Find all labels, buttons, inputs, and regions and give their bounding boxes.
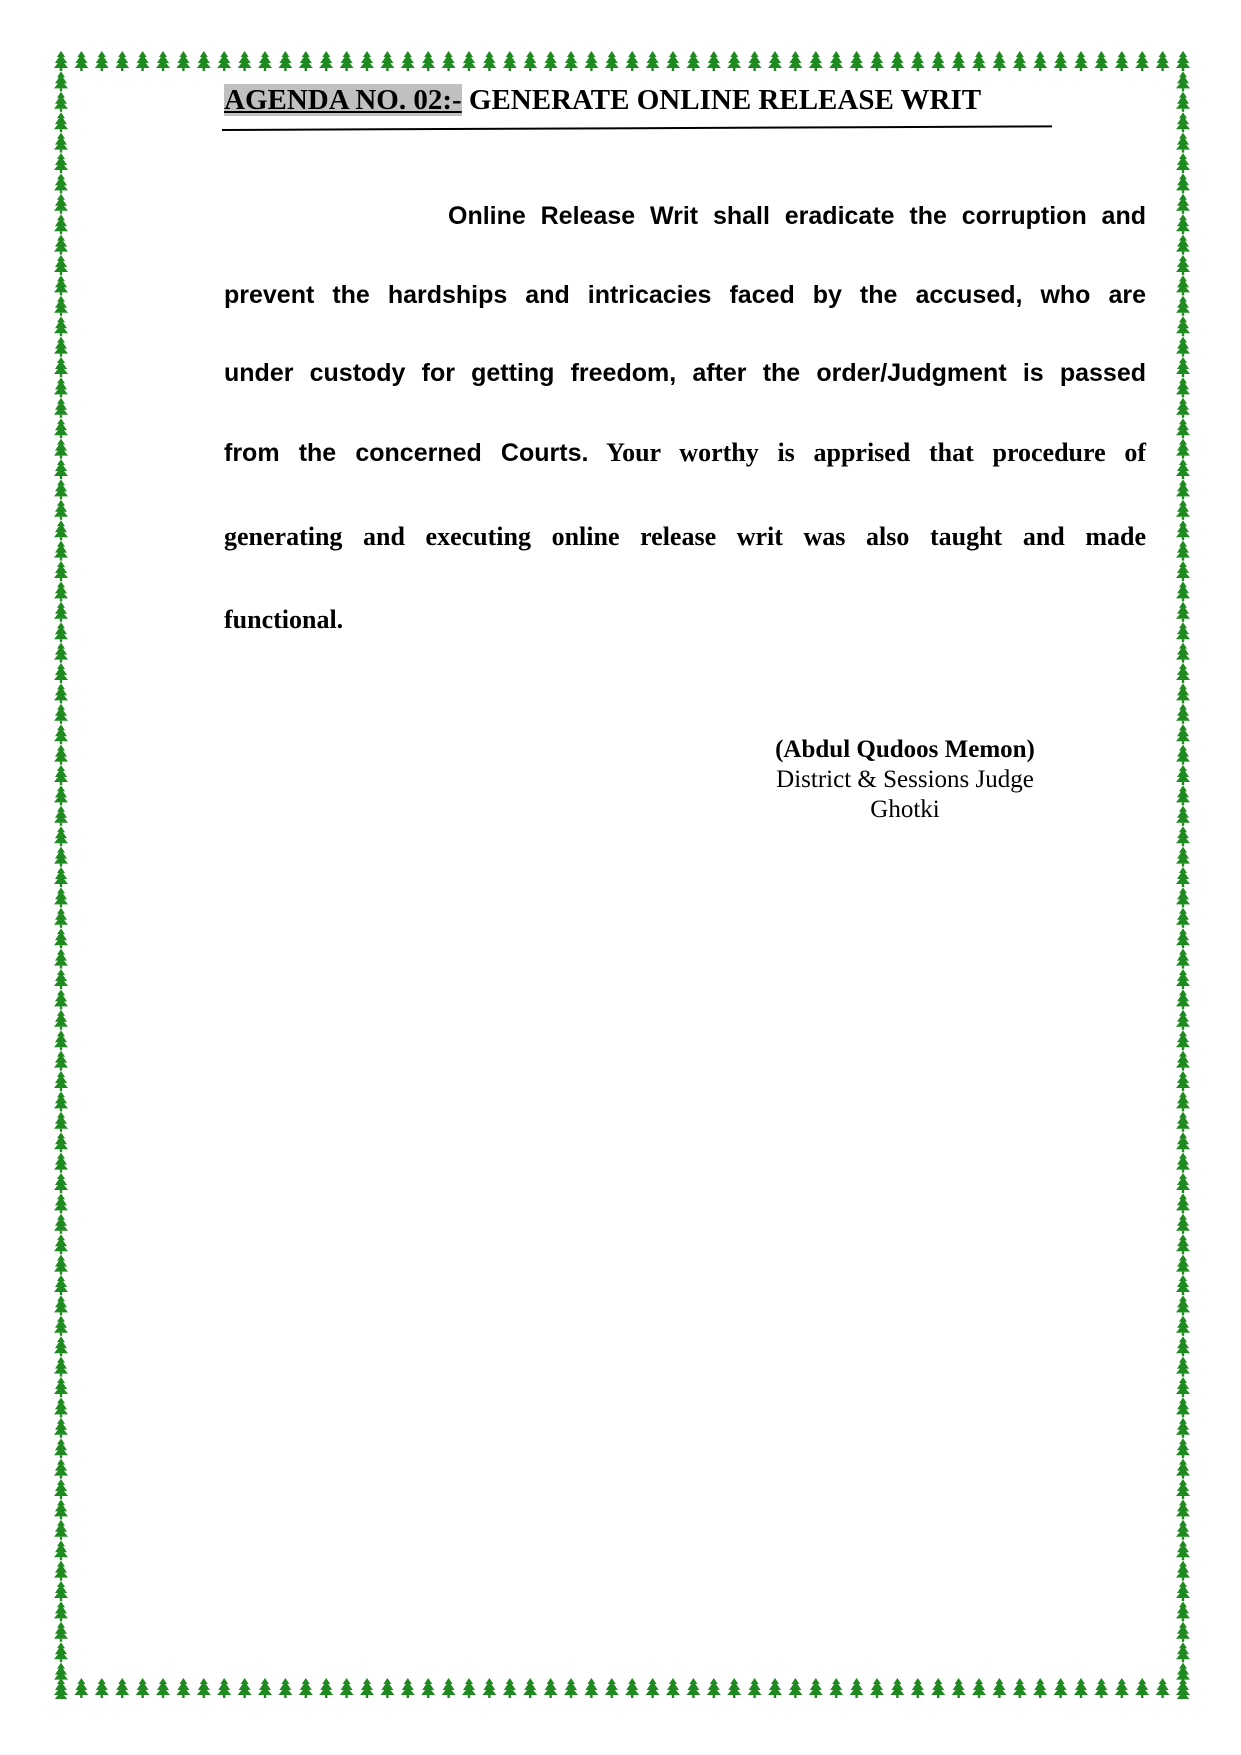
tree-icon xyxy=(1176,928,1190,948)
tree-icon xyxy=(1176,989,1190,1009)
tree-icon xyxy=(54,1438,68,1458)
tree-icon xyxy=(931,51,945,71)
tree-icon xyxy=(1176,1499,1190,1519)
tree-icon xyxy=(54,1214,68,1234)
tree-icon xyxy=(1176,969,1190,989)
tree-icon xyxy=(54,1520,68,1540)
tree-icon xyxy=(115,1678,129,1698)
tree-icon xyxy=(1135,1678,1149,1698)
tree-icon xyxy=(54,133,68,153)
tree-icon xyxy=(54,581,68,601)
tree-icon xyxy=(54,1479,68,1499)
tree-icon xyxy=(625,51,639,71)
tree-icon xyxy=(1176,92,1190,112)
tree-icon xyxy=(462,51,476,71)
tree-icon xyxy=(1176,602,1190,622)
tree-icon xyxy=(564,1678,578,1698)
tree-icon xyxy=(1176,806,1190,826)
tree-icon xyxy=(625,1678,639,1698)
tree-icon xyxy=(1176,581,1190,601)
tree-icon xyxy=(1176,1132,1190,1152)
tree-icon xyxy=(1176,1459,1190,1479)
tree-icon xyxy=(54,1091,68,1111)
tree-icon xyxy=(482,1678,496,1698)
tree-icon xyxy=(1013,1678,1027,1698)
tree-icon xyxy=(54,1418,68,1438)
tree-icon xyxy=(1013,51,1027,71)
tree-icon xyxy=(54,663,68,683)
tree-icon xyxy=(380,51,394,71)
tree-icon xyxy=(54,969,68,989)
tree-icon xyxy=(238,1678,252,1698)
tree-icon xyxy=(1176,643,1190,663)
tree-icon xyxy=(54,867,68,887)
tree-icon xyxy=(54,1540,68,1560)
tree-icon xyxy=(360,51,374,71)
tree-icon xyxy=(217,1678,231,1698)
tree-icon xyxy=(319,51,333,71)
tree-icon xyxy=(1176,173,1190,193)
body-line-6: functional. xyxy=(224,605,344,634)
tree-icon xyxy=(1176,235,1190,255)
tree-icon xyxy=(1156,1678,1170,1698)
tree-icon xyxy=(707,1678,721,1698)
tree-icon xyxy=(1176,949,1190,969)
tree-icon xyxy=(972,51,986,71)
tree-icon xyxy=(176,1678,190,1698)
tree-icon xyxy=(54,398,68,418)
tree-icon xyxy=(1074,51,1088,71)
tree-icon xyxy=(54,622,68,642)
tree-icon xyxy=(421,51,435,71)
tree-icon xyxy=(54,357,68,377)
agenda-title: GENERATE ONLINE RELEASE WRIT xyxy=(461,84,982,116)
tree-icon xyxy=(482,51,496,71)
tree-icon xyxy=(809,1678,823,1698)
tree-icon xyxy=(1176,1683,1190,1699)
tree-icon xyxy=(54,806,68,826)
tree-icon xyxy=(401,1678,415,1698)
tree-icon xyxy=(238,51,252,71)
tree-icon xyxy=(1176,1540,1190,1560)
tree-icon xyxy=(95,51,109,71)
tree-icon xyxy=(54,643,68,663)
tree-icon xyxy=(54,1499,68,1519)
tree-icon xyxy=(278,51,292,71)
tree-icon xyxy=(54,296,68,316)
tree-icon xyxy=(707,51,721,71)
body-line-2: prevent the hardships and intricacies faced by the accused, who are xyxy=(224,281,1146,309)
tree-icon xyxy=(1176,112,1190,132)
tree-icon xyxy=(54,1683,68,1699)
tree-icon xyxy=(54,173,68,193)
tree-icon xyxy=(1176,1581,1190,1601)
tree-icon xyxy=(1176,51,1190,71)
tree-icon xyxy=(54,1663,68,1683)
tree-icon xyxy=(1176,541,1190,561)
tree-icon xyxy=(380,1678,394,1698)
tree-icon xyxy=(605,1678,619,1698)
tree-icon xyxy=(1176,1234,1190,1254)
tree-icon xyxy=(686,51,700,71)
body-line-3: under custody for getting freedom, after the order/Judgment is passed xyxy=(224,359,1146,387)
tree-icon xyxy=(1156,51,1170,71)
tree-icon xyxy=(788,1678,802,1698)
tree-icon xyxy=(74,51,88,71)
tree-icon xyxy=(54,71,68,91)
tree-border-left xyxy=(50,50,72,1699)
tree-icon xyxy=(544,1678,558,1698)
tree-icon xyxy=(727,51,741,71)
tree-icon xyxy=(1176,1663,1190,1683)
tree-icon xyxy=(1176,1418,1190,1438)
tree-icon xyxy=(850,1678,864,1698)
tree-icon xyxy=(1176,765,1190,785)
tree-icon xyxy=(1176,214,1190,234)
tree-icon xyxy=(54,826,68,846)
tree-icon xyxy=(584,1678,598,1698)
tree-icon xyxy=(1176,439,1190,459)
tree-icon xyxy=(54,1255,68,1275)
tree-icon xyxy=(401,51,415,71)
tree-icon xyxy=(1176,337,1190,357)
tree-icon xyxy=(54,153,68,173)
tree-icon xyxy=(1176,459,1190,479)
tree-icon xyxy=(911,1678,925,1698)
tree-icon xyxy=(54,1173,68,1193)
tree-icon xyxy=(1176,1071,1190,1091)
tree-icon xyxy=(829,51,843,71)
tree-icon xyxy=(972,1678,986,1698)
tree-icon xyxy=(809,51,823,71)
agenda-number-highlight: AGENDA NO. 02:- xyxy=(224,84,462,116)
tree-icon xyxy=(788,51,802,71)
tree-icon xyxy=(666,51,680,71)
tree-icon xyxy=(1176,622,1190,642)
tree-icon xyxy=(54,1622,68,1642)
tree-icon xyxy=(1135,51,1149,71)
tree-icon xyxy=(319,1678,333,1698)
tree-border-top xyxy=(50,50,1194,72)
body-line-5: generating and executing online release writ was also taught and made xyxy=(224,522,1146,551)
tree-icon xyxy=(1176,1357,1190,1377)
tree-icon xyxy=(340,51,354,71)
tree-icon xyxy=(1176,887,1190,907)
tree-icon xyxy=(54,765,68,785)
body-line-4-serif: Your worthy is apprised that procedure of xyxy=(588,438,1146,467)
tree-icon xyxy=(748,1678,762,1698)
tree-icon xyxy=(503,1678,517,1698)
tree-icon xyxy=(54,887,68,907)
tree-icon xyxy=(136,1678,150,1698)
signatory-name: (Abdul Qudoos Memon) xyxy=(775,736,1035,763)
tree-icon xyxy=(1176,683,1190,703)
tree-icon xyxy=(54,704,68,724)
tree-icon xyxy=(54,561,68,581)
tree-icon xyxy=(54,724,68,744)
tree-icon xyxy=(54,51,68,71)
tree-icon xyxy=(1176,1622,1190,1642)
tree-icon xyxy=(299,51,313,71)
body-line-4-sans: from the concerned Courts. xyxy=(224,439,589,467)
tree-icon xyxy=(54,908,68,928)
tree-icon xyxy=(360,1678,374,1698)
signatory-designation: District & Sessions Judge xyxy=(776,766,1034,793)
tree-icon xyxy=(54,255,68,275)
tree-icon xyxy=(54,235,68,255)
tree-icon xyxy=(421,1678,435,1698)
tree-icon xyxy=(952,51,966,71)
tree-icon xyxy=(1176,1275,1190,1295)
tree-icon xyxy=(1176,1438,1190,1458)
tree-icon xyxy=(1176,663,1190,683)
tree-icon xyxy=(1176,398,1190,418)
tree-icon xyxy=(1176,745,1190,765)
tree-icon xyxy=(54,459,68,479)
tree-icon xyxy=(829,1678,843,1698)
tree-icon xyxy=(1033,51,1047,71)
tree-icon xyxy=(911,51,925,71)
tree-icon xyxy=(217,51,231,71)
tree-icon xyxy=(1176,867,1190,887)
tree-icon xyxy=(1176,1030,1190,1050)
tree-icon xyxy=(1176,255,1190,275)
tree-icon xyxy=(1176,1010,1190,1030)
tree-icon xyxy=(1094,51,1108,71)
tree-icon xyxy=(1176,704,1190,724)
heading-underline-rule xyxy=(222,125,1052,131)
tree-icon xyxy=(931,1678,945,1698)
tree-icon xyxy=(54,1642,68,1662)
tree-icon xyxy=(1176,1601,1190,1621)
tree-icon xyxy=(768,51,782,71)
tree-icon xyxy=(54,1295,68,1315)
tree-icon xyxy=(278,1678,292,1698)
tree-icon xyxy=(992,1678,1006,1698)
tree-icon xyxy=(1176,71,1190,91)
tree-icon xyxy=(258,1678,272,1698)
tree-icon xyxy=(54,520,68,540)
tree-icon xyxy=(1176,1479,1190,1499)
tree-icon xyxy=(54,1397,68,1417)
tree-icon xyxy=(54,1459,68,1479)
tree-icon xyxy=(54,1316,68,1336)
tree-icon xyxy=(1176,1678,1190,1698)
tree-icon xyxy=(1176,1214,1190,1234)
tree-icon xyxy=(54,112,68,132)
tree-icon xyxy=(54,785,68,805)
tree-icon xyxy=(870,1678,884,1698)
tree-icon xyxy=(1176,1091,1190,1111)
tree-icon xyxy=(54,377,68,397)
tree-icon xyxy=(54,1581,68,1601)
tree-icon xyxy=(544,51,558,71)
tree-border-right xyxy=(1172,50,1194,1699)
tree-icon xyxy=(54,928,68,948)
tree-icon xyxy=(54,1377,68,1397)
tree-icon xyxy=(1094,1678,1108,1698)
tree-icon xyxy=(1074,1678,1088,1698)
tree-icon xyxy=(1176,1153,1190,1173)
signature-block xyxy=(730,735,1080,825)
tree-icon xyxy=(1176,418,1190,438)
tree-icon xyxy=(54,1678,68,1698)
tree-icon xyxy=(54,847,68,867)
tree-icon xyxy=(54,439,68,459)
tree-icon xyxy=(1176,133,1190,153)
agenda-heading xyxy=(224,80,981,120)
tree-icon xyxy=(442,51,456,71)
tree-icon xyxy=(54,1030,68,1050)
tree-icon xyxy=(605,51,619,71)
tree-icon xyxy=(686,1678,700,1698)
tree-icon xyxy=(646,51,660,71)
tree-icon xyxy=(462,1678,476,1698)
tree-icon xyxy=(54,989,68,1009)
tree-icon xyxy=(523,51,537,71)
tree-icon xyxy=(54,541,68,561)
tree-icon xyxy=(1176,1520,1190,1540)
tree-icon xyxy=(197,1678,211,1698)
tree-icon xyxy=(54,1132,68,1152)
tree-icon xyxy=(54,418,68,438)
tree-icon xyxy=(1176,561,1190,581)
tree-icon xyxy=(299,1678,313,1698)
tree-icon xyxy=(1054,1678,1068,1698)
tree-icon xyxy=(1176,357,1190,377)
tree-icon xyxy=(1176,724,1190,744)
tree-icon xyxy=(1176,1193,1190,1213)
tree-icon xyxy=(54,51,68,71)
tree-icon xyxy=(1115,51,1129,71)
tree-icon xyxy=(666,1678,680,1698)
tree-icon xyxy=(1176,377,1190,397)
tree-icon xyxy=(54,500,68,520)
tree-icon xyxy=(442,1678,456,1698)
tree-icon xyxy=(54,745,68,765)
tree-icon xyxy=(54,194,68,214)
tree-icon xyxy=(54,1357,68,1377)
tree-icon xyxy=(54,337,68,357)
tree-icon xyxy=(156,1678,170,1698)
tree-icon xyxy=(564,51,578,71)
tree-icon xyxy=(768,1678,782,1698)
tree-icon xyxy=(197,51,211,71)
tree-icon xyxy=(1176,479,1190,499)
tree-icon xyxy=(1176,1173,1190,1193)
tree-icon xyxy=(646,1678,660,1698)
tree-icon xyxy=(54,1051,68,1071)
tree-icon xyxy=(890,51,904,71)
tree-icon xyxy=(54,1153,68,1173)
tree-icon xyxy=(1176,1377,1190,1397)
tree-icon xyxy=(1176,1561,1190,1581)
tree-icon xyxy=(503,51,517,71)
tree-icon xyxy=(1176,275,1190,295)
tree-icon xyxy=(1115,1678,1129,1698)
tree-icon xyxy=(1176,296,1190,316)
tree-icon xyxy=(258,51,272,71)
tree-icon xyxy=(54,949,68,969)
tree-icon xyxy=(1176,1112,1190,1132)
tree-icon xyxy=(54,92,68,112)
tree-icon xyxy=(952,1678,966,1698)
tree-border-bottom xyxy=(50,1677,1194,1699)
tree-icon xyxy=(1176,500,1190,520)
tree-icon xyxy=(54,1275,68,1295)
tree-icon xyxy=(1176,1336,1190,1356)
tree-icon xyxy=(1176,1642,1190,1662)
tree-icon xyxy=(74,1678,88,1698)
tree-icon xyxy=(1176,520,1190,540)
tree-icon xyxy=(156,51,170,71)
tree-icon xyxy=(748,51,762,71)
tree-icon xyxy=(54,316,68,336)
tree-icon xyxy=(95,1678,109,1698)
tree-icon xyxy=(54,479,68,499)
tree-icon xyxy=(115,51,129,71)
tree-icon xyxy=(54,275,68,295)
tree-icon xyxy=(54,1561,68,1581)
tree-icon xyxy=(176,51,190,71)
tree-icon xyxy=(54,683,68,703)
tree-icon xyxy=(1176,316,1190,336)
tree-icon xyxy=(1176,847,1190,867)
tree-icon xyxy=(1033,1678,1047,1698)
body-line-1: Online Release Writ shall eradicate the corruption and xyxy=(448,202,1146,230)
tree-icon xyxy=(1176,51,1190,71)
tree-icon xyxy=(340,1678,354,1698)
tree-icon xyxy=(1176,1051,1190,1071)
tree-icon xyxy=(1054,51,1068,71)
body-line-4 xyxy=(224,438,1146,468)
tree-icon xyxy=(54,214,68,234)
tree-icon xyxy=(54,1193,68,1213)
tree-icon xyxy=(54,602,68,622)
tree-icon xyxy=(1176,826,1190,846)
tree-icon xyxy=(54,1601,68,1621)
tree-icon xyxy=(850,51,864,71)
tree-icon xyxy=(870,51,884,71)
tree-icon xyxy=(1176,908,1190,928)
tree-icon xyxy=(890,1678,904,1698)
signatory-location: Ghotki xyxy=(870,796,940,823)
tree-icon xyxy=(727,1678,741,1698)
tree-icon xyxy=(54,1234,68,1254)
tree-icon xyxy=(54,1010,68,1030)
tree-icon xyxy=(992,51,1006,71)
tree-icon xyxy=(1176,785,1190,805)
tree-icon xyxy=(1176,1397,1190,1417)
tree-icon xyxy=(1176,1255,1190,1275)
tree-icon xyxy=(136,51,150,71)
tree-icon xyxy=(523,1678,537,1698)
tree-icon xyxy=(1176,1316,1190,1336)
tree-icon xyxy=(1176,153,1190,173)
tree-icon xyxy=(1176,1295,1190,1315)
tree-icon xyxy=(54,1112,68,1132)
tree-icon xyxy=(54,1336,68,1356)
tree-icon xyxy=(584,51,598,71)
tree-icon xyxy=(1176,194,1190,214)
tree-icon xyxy=(54,1071,68,1091)
